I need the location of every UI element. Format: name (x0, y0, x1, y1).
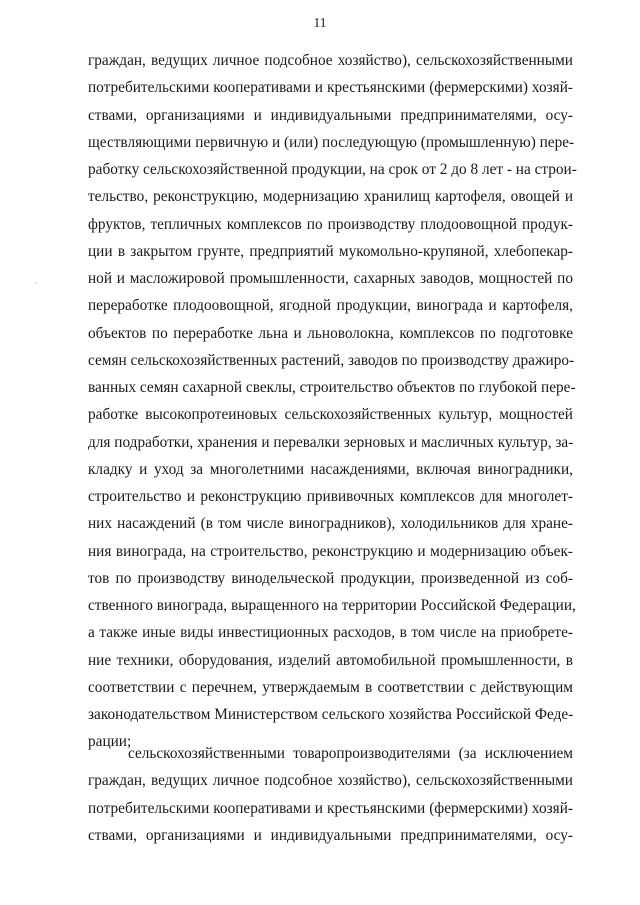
text-line: них насаждений (в том числе виноградников), холодильников для хране- (88, 515, 573, 533)
text-line: объектов по переработке льна и льноволокна, комплексов по подготовке (88, 324, 573, 342)
text-line: кладку и уход за многолетними насаждениями, включая виноградники, (88, 460, 573, 478)
paragraph-1 (88, 47, 577, 756)
text-line: законодательством Министерством сельского хозяйства Российской Феде- (88, 706, 574, 723)
text-line: тов по производству винодельческой продукции, произведенной из соб- (88, 569, 573, 587)
text-line: ния винограда, на строительство, реконструкцию и модернизацию объек- (88, 542, 573, 560)
page-number: 11 (313, 15, 327, 30)
paragraph-2 (88, 740, 573, 849)
text-line: строительство и реконструкцию прививочных комплексов для многолет- (88, 488, 573, 505)
text-line: соответствии с перечнем, утверждаемым в соответствии с действующим (88, 678, 573, 696)
text-line: ванных семян сахарной свеклы, строительство объектов по глубокой пере- (88, 379, 576, 396)
text-line: ной и масложировой промышленности, сахарных заводов, мощностей по (88, 270, 573, 287)
text-line: работке высокопротеиновых сельскохозяйственных культур, мощностей (88, 406, 573, 424)
text-line: для подработки, хранения и перевалки зерновых и масличных культур, за- (88, 433, 574, 451)
text-line: а также иные виды инвестиционных расходов, в том числе на приобрете- (88, 624, 573, 642)
text-line: ние техники, оборудования, изделий автомобильной промышленности, в (88, 651, 573, 669)
text-line: сельскохозяйственными товаропроизводителями (за исключением (128, 745, 573, 762)
text-line: потребительскими кооперативами и крестьянскими (фермерскими) хозяй- (88, 79, 573, 97)
text-line: граждан, ведущих личное подсобное хозяйство), сельскохозяйственными (88, 52, 573, 69)
text-line: ции в закрытом грунте, предприятий мукомольно-крупяной, хлебопекар- (88, 242, 573, 260)
text-line: ственного винограда, выращенного на территории Российской Федерации, (88, 597, 576, 614)
text-line: граждан, ведущих личное подсобное хозяйство), сельскохозяйственными (88, 772, 573, 790)
margin-mark (35, 282, 36, 284)
text-line: переработке плодоовощной, ягодной продукции, винограда и картофеля, (88, 297, 573, 315)
text-line: ствами, организациями и индивидуальными предпринимателями, осу- (88, 106, 573, 124)
text-line: семян сельскохозяйственных растений, заводов по производству дражиро- (88, 351, 575, 369)
text-line: ществляющими первичную и (или) последующую (промышленную) пере- (88, 133, 575, 151)
text-line: тельство, реконструкцию, модернизацию хранилищ картофеля, овощей и (88, 188, 573, 206)
text-line: рации; (88, 733, 132, 751)
text-line: работку сельскохозяйственной продукции, на срок от 2 до 8 лет - на строи- (88, 161, 577, 178)
text-line: фруктов, тепличных комплексов по производству плодоовощной продук- (88, 215, 573, 233)
text-line: ствами, организациями и индивидуальными предпринимателями, осу- (88, 826, 573, 844)
text-line: потребительскими кооперативами и крестьянскими (фермерскими) хозяй- (88, 799, 573, 817)
